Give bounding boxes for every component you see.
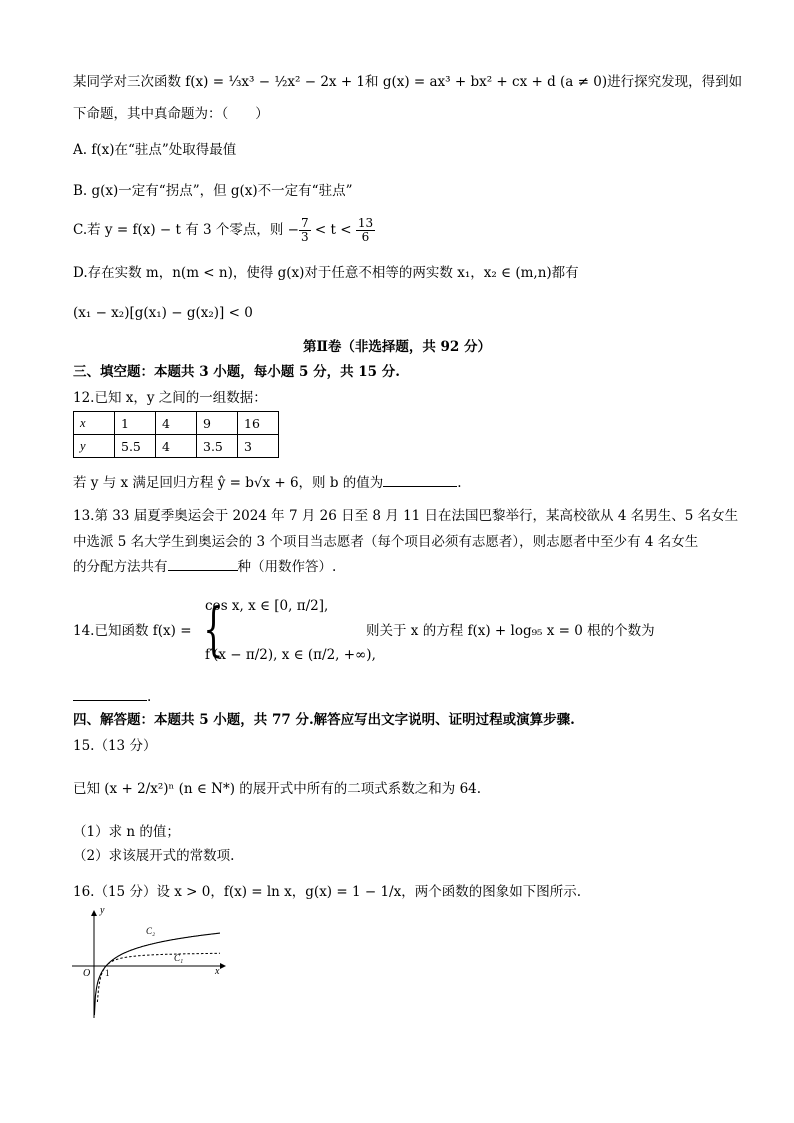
q13-line-3 <box>73 557 336 577</box>
option-c-mid: < t < <box>310 222 356 238</box>
q13-line-1: 13.第 33 届夏季奥运会于 2024 年 7 月 26 日至 8 月 11 日在法国巴黎举行，某高校欲从 4 名男生、5 名女生 <box>73 508 739 524</box>
table-cell: 5.5 <box>115 435 156 458</box>
y-arrow-icon <box>91 910 97 916</box>
q14-case-1: cos x, x ∈ [0, π/2], <box>205 598 329 614</box>
table-cell: 9 <box>197 412 238 435</box>
origin-label: O <box>83 968 91 979</box>
table-cell: x <box>74 412 115 435</box>
table-cell: 3.5 <box>197 435 238 458</box>
q13-line-2: 中选派 5 名大学生到奥运会的 3 个项目当志愿者（每个项目必须有志愿者），则志愿者中至少有 4 名女生 <box>73 534 699 550</box>
brace-icon: { <box>203 595 224 663</box>
c2-label: C₂ <box>146 926 156 936</box>
table-row <box>74 435 279 458</box>
fraction: $\frac{7}{3}$ <box>300 216 309 244</box>
table-cell: y <box>74 435 115 458</box>
q12-intro: 12.已知 x，y 之间的一组数据： <box>73 390 267 406</box>
q13-text-b: 种（用数作答）. <box>237 559 337 575</box>
section-4-heading: 四、解答题：本题共 5 小题，共 77 分.解答应写出文字说明、证明过程或演算步骤. <box>73 712 575 728</box>
q15-part-2: （2）求该展开式的常数项. <box>73 848 235 864</box>
c1-label: C₁ <box>174 953 184 963</box>
tick-label: 1 <box>105 968 110 978</box>
answer-blank <box>383 486 457 487</box>
section-3-heading: 三、填空题：本题共 3 小题，每小题 5 分，共 15 分. <box>73 364 400 380</box>
q14-suffix: 则关于 x 的方程 f(x) + log₉₅ x = 0 根的个数为 <box>366 623 655 639</box>
table-cell: 3 <box>238 435 279 458</box>
table-row <box>74 412 279 435</box>
option-c <box>73 214 375 246</box>
q14-blank-line <box>73 687 151 707</box>
curve-c2 <box>94 933 220 1015</box>
q12-data-table <box>73 411 279 458</box>
intro-line-2: 下命题，其中真命题为：（ ） <box>73 106 269 122</box>
part2-title: 第Ⅱ卷（非选择题，共 92 分） <box>302 339 492 355</box>
q16-function-graph <box>70 908 230 1020</box>
option-b: B. g(x)一定有“拐点”，但 g(x)不一定有“驻点” <box>73 183 353 199</box>
q15-stem: 已知 (x + 2/x²)ⁿ (n ∈ N*) 的展开式中所有的二项式系数之和为 64. <box>73 781 482 797</box>
option-a: A. f(x)在“驻点”处取得最值 <box>73 142 237 158</box>
q13-text-a: 的分配方法共有 <box>73 559 168 575</box>
q14-prefix: 14.已知函数 f(x) = <box>73 623 192 639</box>
q14-end: . <box>147 689 152 705</box>
option-d-line-1: D.存在实数 m，n(m < n)，使得 g(x)对于任意不相等的两实数 x₁，x₂ ∈ (m,n)都有 <box>73 265 579 281</box>
table-cell: 16 <box>238 412 279 435</box>
answer-blank <box>73 700 147 701</box>
table-cell: 1 <box>115 412 156 435</box>
q15-heading: 15.（13 分） <box>73 738 157 754</box>
curve-c1 <box>97 953 220 1002</box>
q12-question <box>73 473 462 493</box>
q12-end: . <box>457 475 462 491</box>
x-arrow-icon <box>220 963 226 969</box>
q14-case-2: f′(x − π/2), x ∈ (π/2, +∞), <box>205 647 376 663</box>
q15-part-1: （1）求 n 的值； <box>73 824 180 840</box>
fraction: $\frac{13}{6}$ <box>357 216 374 244</box>
table-cell: 4 <box>156 435 197 458</box>
x-axis-label: x <box>215 966 220 977</box>
answer-blank <box>168 570 238 571</box>
y-axis-label: y <box>100 908 105 916</box>
option-d-line-2: (x₁ − x₂)[g(x₁) − g(x₂)] < 0 <box>73 305 253 321</box>
option-c-prefix: C.若 y = f(x) − t 有 3 个零点，则 − <box>73 222 299 238</box>
intro-line-1: 某同学对三次函数 f(x) = ⅓x³ − ½x² − 2x + 1和 g(x) = ax³ + bx² + cx + d (a ≠ 0)进行探究发现，得到如 <box>73 74 743 90</box>
table-cell: 4 <box>156 412 197 435</box>
q12-text: 若 y 与 x 满足回归方程 ŷ = b√x + 6，则 b 的值为 <box>73 475 384 491</box>
q16-text: 16.（15 分）设 x > 0，f(x) = ln x，g(x) = 1 − 1/x，两个函数的图象如下图所示. <box>73 884 581 900</box>
